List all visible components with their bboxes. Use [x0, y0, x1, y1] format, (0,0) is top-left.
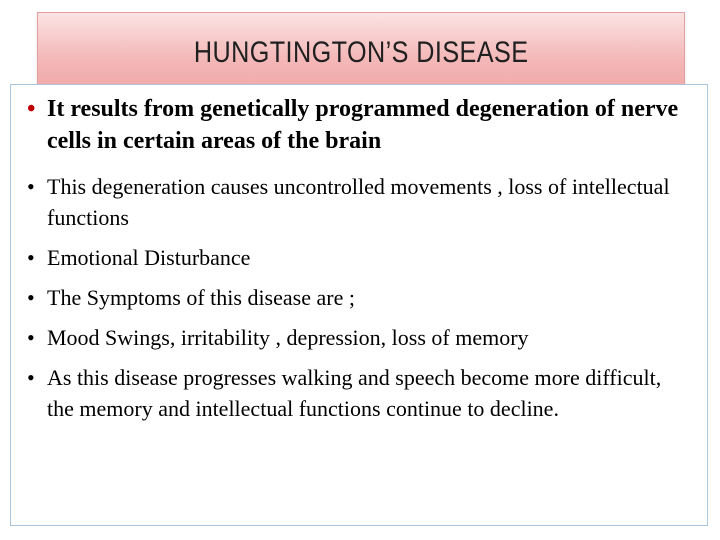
bullet-text: This degeneration causes uncontrolled movements , loss of intellectual functions [47, 174, 670, 230]
bullet-item [23, 362, 693, 424]
bullet-item [23, 242, 693, 273]
bullet-text: It results from genetically programmed degeneration of nerve cells in certain areas of the brain [47, 96, 679, 154]
bullet-text: Mood Swings, irritability , depression, loss of memory [47, 325, 529, 350]
bullet-text: Emotional Disturbance [47, 245, 251, 270]
bullet-item [23, 171, 693, 233]
bullet-item [23, 93, 693, 157]
bullet-dot-icon: • [27, 96, 36, 122]
bullet-list [23, 93, 693, 433]
slide-title: HUNGTINGTON’S DISEASE [193, 36, 529, 69]
bullet-dot-icon: • [27, 285, 35, 310]
title-banner [37, 12, 685, 88]
bullet-dot-icon: • [27, 365, 35, 390]
bullet-item [23, 282, 693, 313]
bullet-dot-icon: • [27, 245, 35, 270]
bullet-dot-icon: • [27, 174, 35, 199]
bullet-text: As this disease progresses walking and speech become more difficult, the memory and intellectual functions continue to decline. [47, 365, 662, 421]
bullet-item [23, 322, 693, 353]
bullet-text: The Symptoms of this disease are ; [47, 285, 355, 310]
bullet-dot-icon: • [27, 325, 35, 350]
content-box [10, 84, 708, 526]
